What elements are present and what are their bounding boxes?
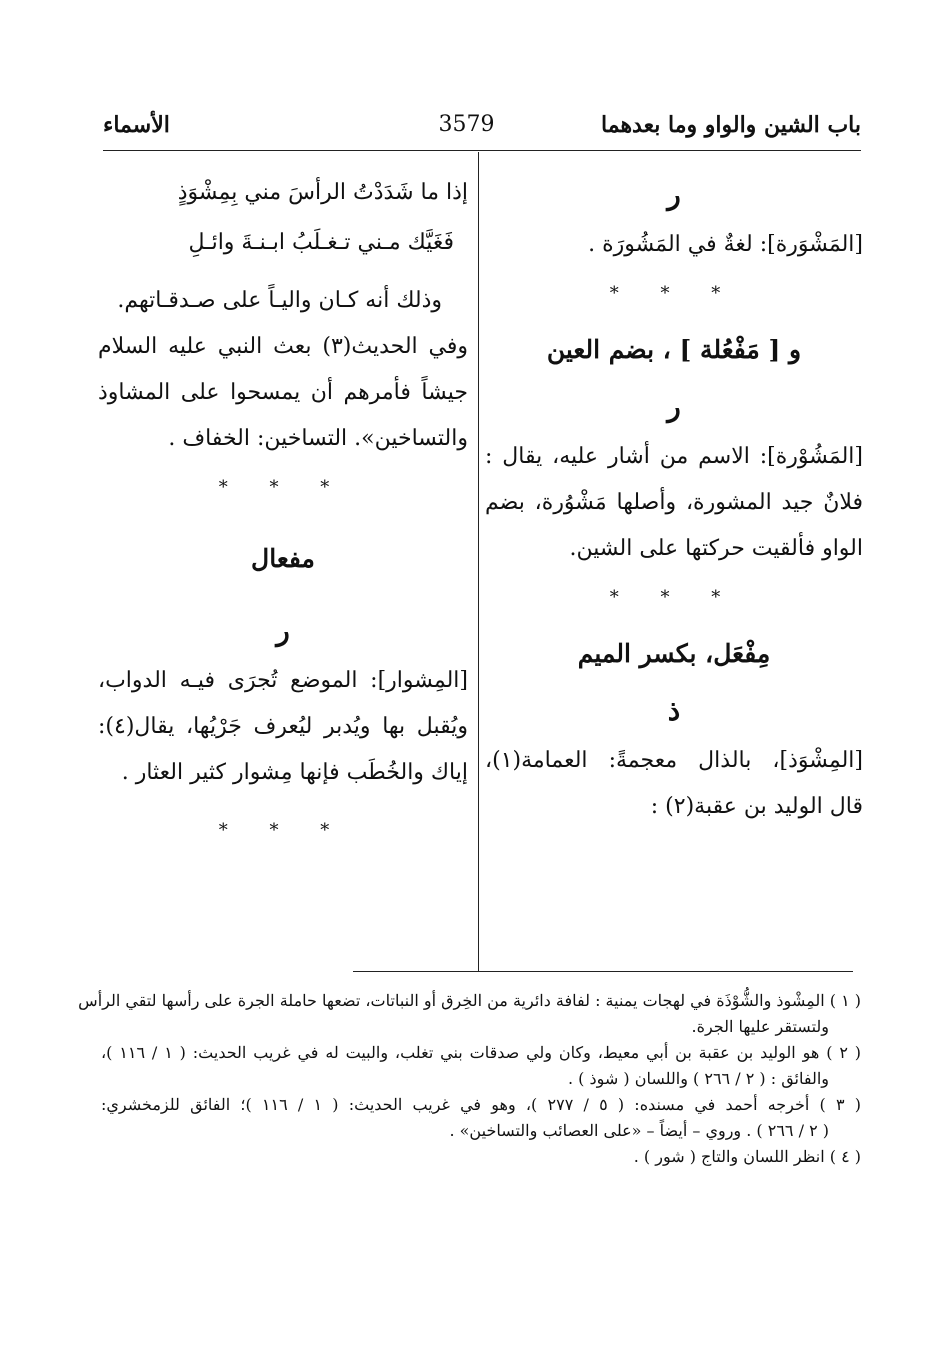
entry-line: [المِشوار]: الموضع تُجرَى فيـه الدواب، <box>98 668 468 693</box>
entry-line: [المَشْوَرة]: لغةٌ في المَشُورَة . <box>588 232 863 257</box>
entry-line: فلانٌ جيد المشورة، وأصلها مَشْوُرة، بضم <box>485 490 863 515</box>
section-heading: مفعال <box>251 544 315 573</box>
root-letter: ذ <box>667 694 681 727</box>
poem-verse: فَغَيَّك مـني تـغـلَبُ ابـنـةَ وائـلِ <box>188 230 454 255</box>
footnote-4 <box>101 1144 861 1170</box>
page-number: 3579 <box>438 112 495 137</box>
entry-line: إياك والخُطَب فإنها مِشوار كثير العثار . <box>121 760 468 785</box>
footnotes <box>78 988 862 1170</box>
footnote-line: ( ٢ / ٢٦٦ ) . وروي – أيضاً – «على العصائب والتساخين» . <box>449 1121 829 1140</box>
entry-line: وفي الحديث(٣) بعث النبي عليه السلام <box>98 334 469 359</box>
poem-verse: إذا ما شَدَدْتُ الرأسَ مني بِمِشْوَذٍ <box>177 180 468 205</box>
left-column <box>98 168 468 866</box>
footnote-line: ( ٤ ) انظر اللسان والتاج ( شور ) . <box>633 1147 861 1166</box>
footnote-line: ولتستقر عليها الجرة. <box>691 1017 829 1036</box>
footnote-1 <box>78 988 861 1040</box>
section-separator: * * * <box>218 820 348 841</box>
entry-line: ويُقبل بها ويُدبر ليُعرف جَرْيُها، يقال(٤): <box>98 714 468 739</box>
footnote-line: والفائق : ( ٢ / ٢٦٦ ) واللسان ( شوذ ) . <box>567 1069 829 1088</box>
column-divider <box>478 152 479 972</box>
entry-line: جيشاً فأمرهم أن يمسحوا على المشاوذ <box>98 380 468 405</box>
entry-line: [المَشُوْرة]: الاسم من أشار عليه، يقال : <box>485 444 863 469</box>
footnote-rule <box>353 971 853 972</box>
section-heading: و [ مَفْعُلة ] ، بضم العين <box>546 335 802 364</box>
entry-line: وذلك أنه كـان واليـاً على صـدقـاتهم. <box>117 288 442 313</box>
footnote-line: ( ٣ ) أخرجه أحمد في مسنده: ( ٥ / ٢٧٧ )، وهو في غريب الحديث: ( ١ / ١١٦ )؛ الفائق للزمخشري: <box>101 1095 862 1114</box>
entry-line: الواو فألقيت حركتها على الشين. <box>569 536 863 561</box>
root-letter: ر <box>667 390 681 423</box>
footnote-line: ( ١ ) المِشْوذ والشُّوْذَة في لهجات يمنية : لفافة دائرية من الخِرق أو النباتات، تضعها حاملة الجرة على رأسها لتقي الرأس <box>78 991 861 1010</box>
footnote-2 <box>101 1040 861 1092</box>
section-separator: * * * <box>609 283 739 304</box>
footnote-3 <box>101 1092 861 1144</box>
right-column <box>485 168 863 830</box>
section-heading: مِفْعَل، بكسر الميم <box>577 639 771 668</box>
section-separator: * * * <box>609 587 739 608</box>
entry-line: والتساخين». التساخين: الخفاف . <box>168 426 468 451</box>
root-letter: ر <box>276 614 290 647</box>
footnote-line: ( ٢ ) هو الوليد بن عقبة بن أبي معيط، وكان ولي صدقات بني تغلب، والبيت له في غريب الحديث: ( ١ / ١١٦ )، <box>101 1043 862 1062</box>
section-title: باب الشين والواو وما بعدهما <box>601 112 861 138</box>
entry-line: قال الوليد بن عقبة(٢) : <box>650 794 863 819</box>
section-separator: * * * <box>218 477 348 498</box>
root-letter: ر <box>667 178 681 211</box>
category-label: الأسماء <box>103 112 170 138</box>
header-rule <box>103 150 861 151</box>
entry-line: [المِشْوَذ]، بالذال معجمةً: العمامة(١)، <box>485 748 863 773</box>
